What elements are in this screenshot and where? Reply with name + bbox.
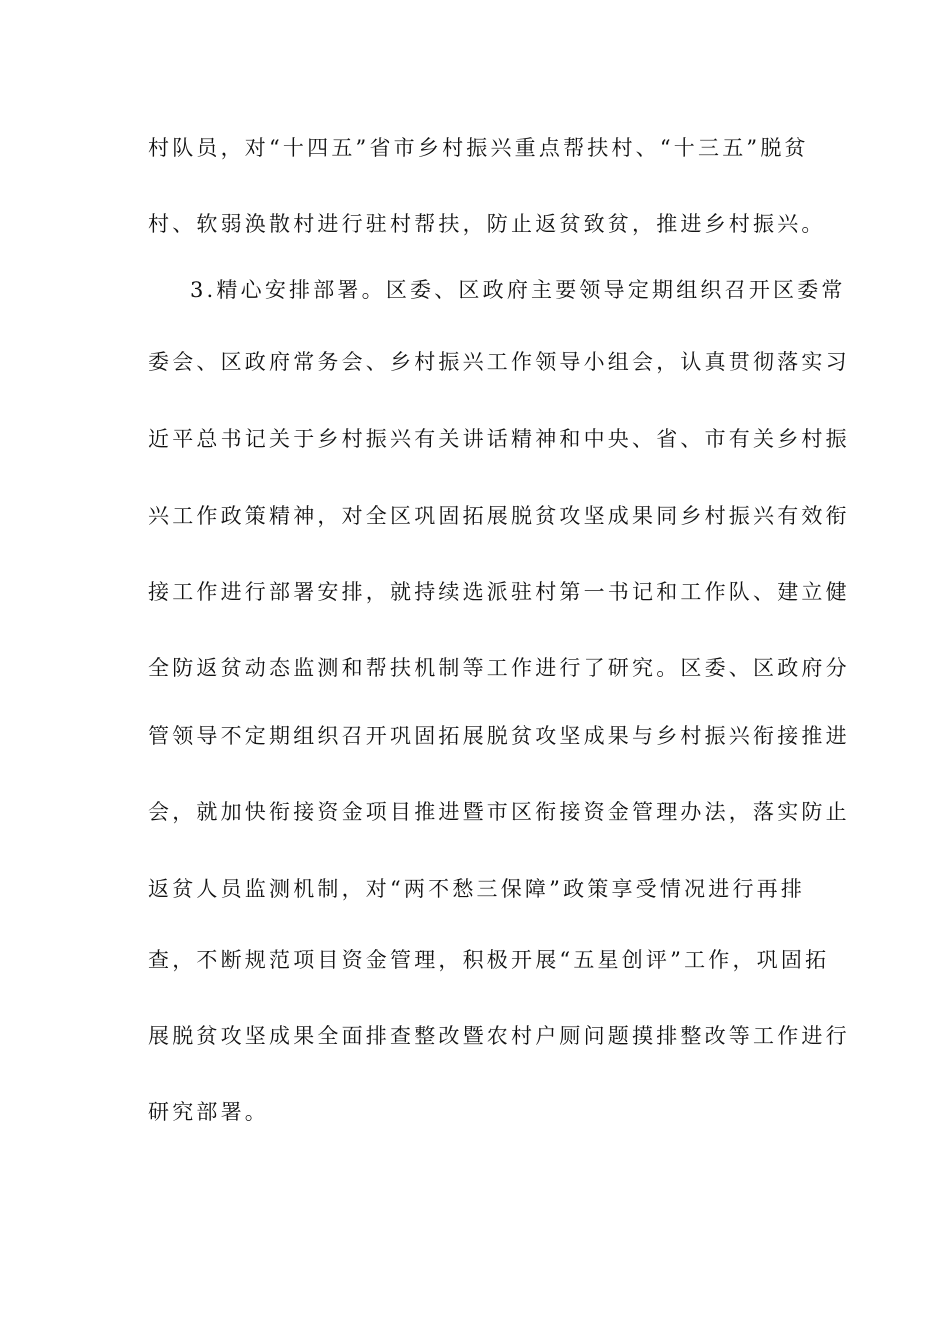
paragraph-line: 查，不断规范项目资金管理，积极开展“五星创评”工作，巩固拓: [148, 948, 830, 972]
paragraph-line: 村、软弱涣散村进行驻村帮扶，防止返贫致贫，推进乡村振兴。: [148, 212, 826, 236]
paragraph-line: 委会、区政府常务会、乡村振兴工作领导小组会，认真贯彻落实习: [148, 350, 850, 374]
paragraph-line: 近平总书记关于乡村振兴有关讲话精神和中央、省、市有关乡村振: [148, 427, 850, 451]
paragraph-line: 村队员，对“十四五”省市乡村振兴重点帮扶村、“十三五”脱贫: [148, 136, 809, 160]
paragraph-line: 研究部署。: [148, 1100, 269, 1124]
paragraph-line: 会，就加快衔接资金项目推进暨市区衔接资金管理办法，落实防止: [148, 800, 850, 824]
paragraph-line: 接工作进行部署安排，就持续选派驻村第一书记和工作队、建立健: [148, 580, 850, 604]
paragraph-line: 返贫人员监测机制，对“两不愁三保障”政策享受情况进行再排: [148, 877, 806, 901]
section-3-heading-line: 3.精心安排部署。区委、区政府主要领导定期组织召开区委常: [190, 278, 846, 302]
paragraph-line: 管领导不定期组织召开巩固拓展脱贫攻坚成果与乡村振兴衔接推进: [148, 724, 850, 748]
paragraph-line: 兴工作政策精神，对全区巩固拓展脱贫攻坚成果同乡村振兴有效衔: [148, 504, 850, 528]
paragraph-line: 全防返贫动态监测和帮扶机制等工作进行了研究。区委、区政府分: [148, 656, 850, 680]
paragraph-line: 展脱贫攻坚成果全面排查整改暨农村户厕问题摸排整改等工作进行: [148, 1024, 850, 1048]
